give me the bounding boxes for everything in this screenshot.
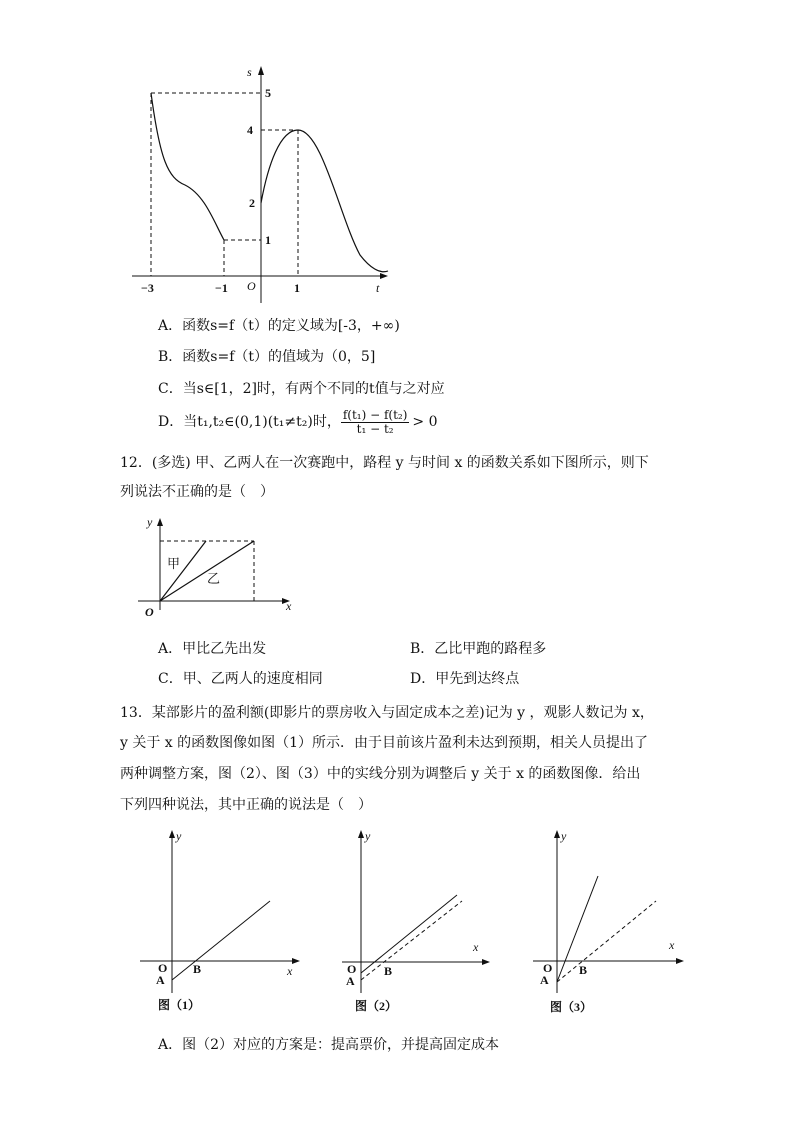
q13-stem-line2: y 关于 x 的函数图像如图（1）所示．由于目前该片盈利未达到预期，相关人员提出了: [120, 735, 649, 751]
origin-label: O: [247, 279, 256, 293]
q12-y-label: y: [147, 515, 153, 529]
x-tick-neg1: −1: [215, 281, 228, 295]
q12-origin-label: O: [145, 605, 154, 619]
q13-fig3-point-b: B: [579, 963, 588, 977]
q11-option-c: C．当s∈[1，2]时，有两个不同的t值与之对应: [158, 381, 445, 397]
q13-fig1-line: [172, 901, 270, 980]
q12-y-arrow: [157, 518, 163, 526]
q13-fig1-caption: 图（1）: [158, 998, 201, 1012]
q13-fig2-point-a: A: [346, 974, 355, 988]
q12-label-jia: 甲: [167, 556, 181, 571]
q11-option-a: A．函数s=f（t）的定义域为[-3，+∞): [158, 318, 400, 334]
q13-fig3-dashed-line: [557, 901, 656, 982]
fraction-numerator: f(t₁) − f(t₂): [342, 407, 408, 422]
t-axis-arrow: [380, 273, 388, 279]
q12-stem-line2: 列说法不正确的是（ ）: [120, 484, 274, 500]
q13-fig1-x-label: x: [287, 964, 293, 978]
q11-option-d-prefix: D．当t₁,t₂∈(0,1)(t₁≠t₂)时，: [158, 414, 341, 430]
q11-option-b: B．函数s=f（t）的值域为（0，5]: [158, 349, 376, 365]
q13-fig1-point-a: A: [156, 973, 165, 987]
y-tick-1: 1: [265, 233, 271, 247]
guide-lines: [151, 93, 298, 276]
q13-fig3-solid-line: [557, 876, 598, 982]
q12-option-b: B．乙比甲跑的路程多: [410, 641, 547, 657]
q13-fig2-origin: O: [347, 962, 357, 976]
q13-fig3-origin: O: [543, 961, 553, 975]
s-axis-label: s: [247, 65, 252, 79]
q13-option-a: A．图（2）对应的方案是：提高票价，并提高固定成本: [158, 1037, 500, 1053]
q13-fig3-point-a: A: [540, 973, 549, 987]
q13-fig1-point-b: B: [193, 962, 202, 976]
q13-fig2-x-label: x: [473, 940, 479, 954]
q12-option-a: A．甲比乙先出发: [158, 641, 267, 657]
q12-option-c: C．甲、乙两人的速度相同: [158, 671, 323, 687]
q13-figure-2: [342, 829, 490, 1013]
y-tick-5: 5: [265, 86, 271, 100]
t-axis-label: t: [376, 281, 380, 295]
q13-fig3-y-label: y: [561, 829, 567, 843]
q13-fig2-solid-line: [361, 895, 457, 973]
q12-label-yi: 乙: [207, 571, 221, 586]
q11-option-d-fraction: [341, 409, 410, 436]
q12-figure: [0, 510, 794, 630]
y-tick-2: 2: [249, 196, 255, 210]
q13-fig2-dashed-line: [361, 901, 462, 980]
q12-stem-line1: 12．(多选) 甲、乙两人在一次赛跑中，路程 y 与时间 x 的函数关系如下图所示，则下: [120, 455, 649, 471]
q13-fig3-caption: 图（3）: [550, 1000, 593, 1014]
q13-stem-line4: 下列四种说法，其中正确的说法是（ ）: [120, 797, 372, 813]
q13-figures: [0, 820, 794, 1030]
curve-left-branch: [151, 93, 224, 240]
q11-option-d: [158, 404, 438, 440]
q12-x-label: x: [286, 599, 292, 613]
figure-s-t-graph: [0, 0, 794, 320]
q13-fig2-point-b: B: [384, 964, 393, 978]
q13-figure-1: [140, 829, 300, 1012]
y-tick-4: 4: [247, 123, 253, 137]
q13-figure-3: [533, 829, 684, 1014]
q12-option-d: D．甲先到达终点: [410, 671, 520, 687]
q13-fig1-origin: O: [158, 961, 168, 975]
x-tick-1: 1: [294, 281, 300, 295]
q13-stem-line3: 两种调整方案，图（2）、图（3）中的实线分别为调整后 y 关于 x 的函数图像．给出: [120, 766, 641, 782]
q13-stem-line1: 13．某部影片的盈利额(即影片的票房收入与固定成本之差)记为 y ，观影人数记为 x，: [120, 705, 654, 721]
s-axis-arrow: [258, 66, 264, 75]
q13-fig1-y-label: y: [176, 829, 182, 843]
q13-fig2-caption: 图（2）: [355, 999, 398, 1013]
fraction-denominator: t₁ − t₂: [356, 421, 394, 436]
q13-fig3-x-label: x: [669, 938, 675, 952]
q11-option-d-suffix: > 0: [412, 414, 438, 430]
q12-line-jia: [160, 541, 206, 601]
q13-fig2-y-label: y: [365, 829, 371, 843]
curve-right-branch: [261, 130, 388, 272]
x-tick-neg3: −3: [141, 281, 154, 295]
